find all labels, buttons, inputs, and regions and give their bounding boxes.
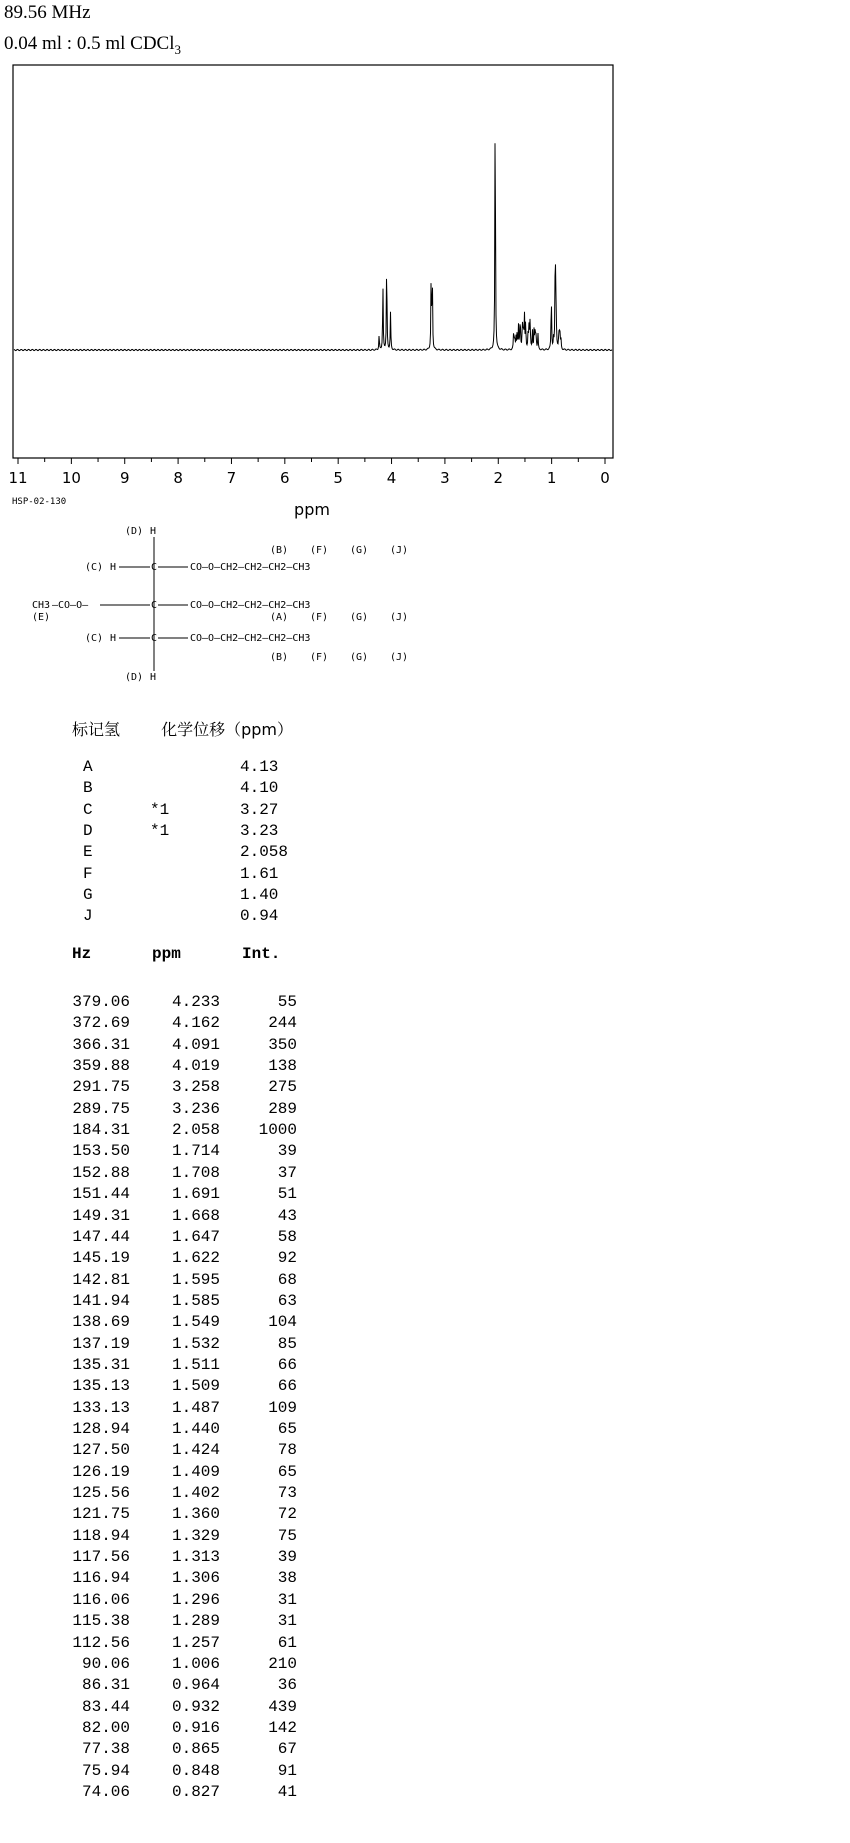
peak-ppm: 1.622 [171,1249,220,1268]
peak-int: 31 [277,1590,297,1609]
peak-int: 85 [277,1334,297,1353]
peak-ppm: 1.424 [171,1441,220,1460]
peak-ppm: 1.296 [171,1590,220,1609]
spectrum-trace [14,143,612,350]
peak-ppm: 1.532 [171,1334,220,1353]
peak-ppm: 4.019 [171,1057,220,1076]
h-c-bottom: H [110,633,117,644]
peak-int: 244 [268,1014,297,1033]
h-c-top: H [110,562,117,573]
peak-ppm: 1.595 [171,1270,220,1289]
c-top: C [151,562,158,573]
peak-hz: 77.38 [81,1740,130,1759]
chain-top: CO—O—CH2—CH2—CH2—CH3 [190,562,311,573]
peak-int: 72 [277,1505,297,1524]
peak-hz: 149.31 [72,1206,130,1225]
peak-int: 41 [277,1782,297,1801]
peak-int: 39 [277,1548,297,1567]
label-j-bottom: (J) [390,652,409,663]
c-middle: C [151,600,158,611]
peak-int: 138 [268,1057,297,1076]
peak-hz: 145.19 [72,1249,130,1268]
peak-hz: 116.94 [72,1569,130,1588]
peak-hz: 121.75 [72,1505,130,1524]
peak-hz: 82.00 [81,1718,130,1737]
h-top: H [150,526,157,537]
peak-hz: 152.88 [72,1163,130,1182]
assignment-shift: 4.13 [240,758,279,776]
assignment-shift: 3.23 [240,821,279,840]
x-tick-label: 3 [440,469,450,487]
peak-ppm: 4.162 [171,1014,220,1033]
peak-hz: 138.69 [72,1313,130,1332]
label-f-bottom: (F) [310,652,329,663]
peak-hz: 86.31 [81,1676,130,1695]
peak-int: 68 [277,1270,297,1289]
peak-int: 37 [277,1163,297,1182]
peak-hz: 137.19 [72,1334,130,1353]
spectrometer-frequency: 89.56 MHz [4,2,91,23]
peak-int: 43 [277,1206,297,1225]
assignment-label: B [83,779,93,798]
peak-int: 142 [268,1718,297,1737]
peak-hz: 127.50 [72,1441,130,1460]
peak-int: 104 [268,1313,297,1332]
peak-int: 439 [268,1697,297,1716]
x-tick-label: 9 [119,469,130,487]
peak-ppm: 0.827 [171,1782,220,1801]
x-tick-label: 6 [280,469,290,487]
assignment-header [72,717,293,740]
peak-hz: 112.56 [72,1633,130,1652]
x-tick-label: 10 [61,469,81,487]
peak-ppm: 1.509 [171,1377,220,1396]
peak-hz: 118.94 [72,1526,130,1545]
peak-ppm: 2.058 [171,1121,220,1140]
peak-int: 109 [268,1398,297,1417]
peak-ppm: 0.865 [171,1740,220,1759]
assignment-shift: 1.61 [240,864,279,883]
peak-hz: 184.31 [72,1121,130,1140]
peak-ppm: 1.708 [171,1163,220,1182]
peak-hz: 147.44 [72,1227,130,1246]
peak-int: 31 [277,1612,297,1631]
peak-int: 75 [277,1526,297,1545]
peak-int: 58 [277,1227,297,1246]
peak-ppm: 1.360 [171,1505,220,1524]
peak-int: 38 [277,1569,297,1588]
x-axis-label: ppm [294,500,330,519]
peak-int: 67 [277,1740,297,1759]
peak-header-int: Int. [242,945,281,963]
h-bottom: H [150,672,157,683]
label-b-bottom: (B) [270,652,289,663]
spectrum-code: HSP-02-130 [12,497,67,507]
peak-int: 39 [277,1142,297,1161]
peak-hz: 83.44 [81,1697,130,1716]
peak-hz: 135.31 [72,1355,130,1374]
peak-ppm: 1.585 [171,1291,220,1310]
peak-ppm: 1.440 [171,1420,220,1438]
plot-frame [13,65,613,458]
label-c-top: (C) [85,562,104,573]
assignment-label: G [83,885,93,904]
peak-int: 36 [277,1676,297,1695]
peak-header-ppm: ppm [152,945,181,963]
assignment-label: C [83,800,93,819]
assignment-shift: 1.40 [240,885,279,904]
label-c-bottom: (C) [85,633,104,644]
peak-ppm: 1.714 [171,1142,220,1161]
label-a: (A) [270,612,289,623]
x-tick-label: 5 [333,469,343,487]
label-e: (E) [32,612,51,623]
nmr-spectrum-chart [0,55,640,525]
peak-int: 61 [277,1633,297,1652]
label-g-top: (G) [350,545,369,556]
peak-hz: 372.69 [72,1014,130,1033]
peak-hz: 125.56 [72,1484,130,1503]
peak-hz: 289.75 [72,1099,130,1118]
chain-bottom: CO—O—CH2—CH2—CH2—CH3 [190,633,311,644]
ester-link: —CO—O— [52,600,89,611]
peak-int: 210 [268,1654,297,1673]
peak-ppm: 0.916 [171,1718,220,1737]
peak-header-hz: Hz [72,945,92,963]
x-tick-label: 8 [173,469,183,487]
x-tick-label: 2 [493,469,504,487]
peak-ppm: 4.233 [171,993,220,1011]
label-d-bottom: (D) [125,672,144,683]
peak-ppm: 1.402 [171,1484,220,1503]
peak-int: 1000 [258,1121,297,1140]
peak-hz: 74.06 [81,1782,130,1801]
peak-ppm: 1.668 [171,1206,220,1225]
peak-int: 350 [268,1035,297,1054]
assignment-label: F [83,864,93,883]
peak-hz: 133.13 [72,1398,130,1417]
peak-hz: 116.06 [72,1590,130,1609]
chemical-structure [0,510,440,690]
peak-int: 63 [277,1291,297,1310]
assignment-label: J [83,907,93,926]
peak-ppm: 0.964 [171,1676,220,1695]
peak-hz: 359.88 [72,1057,130,1076]
peak-hz: 115.38 [72,1612,130,1631]
peak-ppm: 1.306 [171,1569,220,1588]
assignment-label: D [83,821,93,840]
peak-int: 65 [277,1462,297,1481]
peak-ppm: 1.549 [171,1313,220,1332]
peak-hz: 142.81 [72,1270,130,1289]
sample-text: 0.04 ml : 0.5 ml CDCl [4,33,175,54]
peak-int: 66 [277,1355,297,1374]
peak-ppm: 1.006 [171,1654,220,1673]
peak-hz: 117.56 [72,1548,130,1567]
sample-subscript: 3 [174,41,181,57]
label-f-middle: (F) [310,612,329,623]
x-tick-label: 0 [600,469,610,487]
assignment-shift: 2.058 [240,843,289,862]
assignment-label: E [83,843,93,862]
chain-middle: CO—O—CH2—CH2—CH2—CH3 [190,600,311,611]
assignment-label: A [83,758,93,776]
assignment-shift: 3.27 [240,800,279,819]
peak-ppm: 1.257 [171,1633,220,1652]
peak-int: 55 [277,993,297,1011]
peak-ppm: 0.848 [171,1761,220,1780]
peak-hz: 366.31 [72,1035,130,1054]
peak-ppm: 1.487 [171,1398,220,1417]
label-d-top: (D) [125,526,144,537]
peak-ppm: 1.409 [171,1462,220,1481]
x-axis [8,458,609,487]
assignment-shift: 0.94 [240,907,279,926]
peak-ppm: 3.236 [171,1099,220,1118]
assignment-note: *1 [150,800,170,819]
peak-hz: 128.94 [72,1420,130,1438]
peak-ppm: 4.091 [171,1035,220,1054]
assignment-header-shift: 化学位移（ppm） [161,720,294,739]
peak-hz: 141.94 [72,1291,130,1310]
peak-ppm: 1.329 [171,1526,220,1545]
peak-hz: 291.75 [72,1078,130,1097]
peak-int: 65 [277,1420,297,1438]
peak-int: 78 [277,1441,297,1460]
c-bottom: C [151,633,158,644]
peak-hz: 135.13 [72,1377,130,1396]
peak-ppm: 1.313 [171,1548,220,1567]
label-f-top: (F) [310,545,329,556]
peak-hz: 151.44 [72,1185,130,1204]
assignment-shift: 4.10 [240,779,279,798]
peak-int: 91 [277,1761,297,1780]
peak-int: 66 [277,1377,297,1396]
x-tick-label: 7 [226,469,237,487]
label-j-middle: (J) [390,612,409,623]
peak-ppm: 1.511 [171,1355,220,1374]
peak-ppm: 3.258 [171,1078,220,1097]
peak-int: 73 [277,1484,297,1503]
assignment-header-label: 标记氢 [72,720,121,739]
label-g-middle: (G) [350,612,369,623]
x-tick-label: 11 [8,469,28,487]
peak-hz: 75.94 [81,1761,130,1780]
peak-hz: 126.19 [72,1462,130,1481]
x-tick-label: 4 [386,469,397,487]
label-j-top: (J) [390,545,409,556]
peak-ppm: 1.647 [171,1227,220,1246]
peak-ppm: 1.691 [171,1185,220,1204]
label-g-bottom: (G) [350,652,369,663]
peak-int: 51 [277,1185,297,1204]
peak-ppm: 1.289 [171,1612,220,1631]
peak-hz: 153.50 [72,1142,130,1161]
peak-hz: 379.06 [72,993,130,1011]
peak-int: 289 [268,1099,297,1118]
peak-hz: 90.06 [81,1654,130,1673]
peak-ppm: 0.932 [171,1697,220,1716]
x-tick-label: 1 [546,469,557,487]
ch3-acetyl: CH3 [32,600,51,611]
peak-int: 92 [277,1249,297,1268]
peak-int: 275 [268,1078,297,1097]
label-b-top: (B) [270,545,289,556]
assignment-note: *1 [150,821,170,840]
